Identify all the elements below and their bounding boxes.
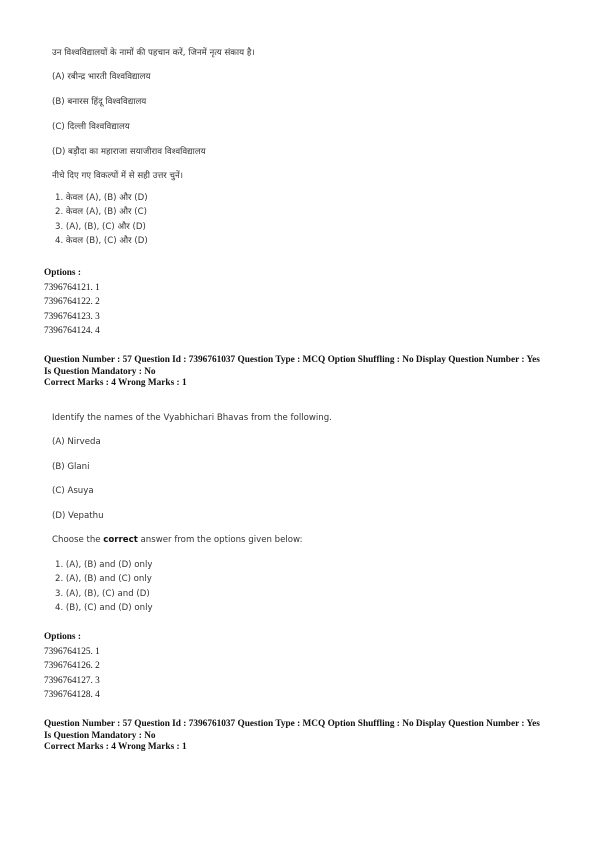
question-2-answer-list [55,558,153,616]
question-2-answer-4: 4. (B), (C) and (D) only [55,603,153,614]
question-1-answer-4: 4. केवल (B), (C) और (D) [55,236,148,247]
question-1-answer-2: 2. केवल (A), (B) और (C) [55,207,147,218]
options-1-item-1: 7396764121. 1 [44,282,100,293]
options-2-item-2: 7396764126. 2 [44,661,100,671]
question-1-stem: उन विश्वविद्यालयों के नामों की पहचान करें, जिनमें नृत्य संकाय है। [52,48,255,58]
question-2-instruction-bold: correct [103,535,138,545]
question-2-instruction-post: answer from the options given below: [137,535,303,545]
question-1-answer-1: 1. केवल (A), (B) और (D) [55,193,148,203]
question-2-item-c: (C) Asuya [52,486,94,496]
question-meta-2 [44,719,564,754]
question-1-instruction: नीचे दिए गए विकल्पों में से सही उत्तर चुनें। [52,171,184,181]
question-meta-1-line2: Is Question Mandatory : No [44,366,156,377]
question-meta-2-line1: Question Number : 57 Question Id : 7396761037 Question Type : MCQ Option Shuffling : No Display Question Number : Yes [44,719,540,729]
question-2-stem: Identify the names of the Vyabhichari Bhavas from the following. [52,413,332,423]
options-1-item-3: 7396764123. 3 [44,311,100,322]
question-meta-1 [44,355,564,390]
question-2-answer-2: 2. (A), (B) and (C) only [55,574,152,585]
question-1-item-c: (C) दिल्ली विश्वविद्यालय [52,122,130,132]
question-2-item-a: (A) Nirveda [52,437,101,447]
options-2-item-1: 7396764125. 1 [44,646,100,657]
options-1-heading: Options : [44,268,81,278]
question-meta-1-line1: Question Number : 57 Question Id : 7396761037 Question Type : MCQ Option Shuffling : No Display Question Number : Yes [44,355,540,365]
options-1-item-2: 7396764122. 2 [44,297,100,307]
options-2-item-3: 7396764127. 3 [44,675,100,686]
options-2-item-4: 7396764128. 4 [44,690,100,700]
question-2-instruction [52,535,303,545]
question-2-answer-1: 1. (A), (B) and (D) only [55,560,153,570]
question-2-item-b: (B) Glani [52,462,90,472]
question-1-answer-3: 3. (A), (B), (C) और (D) [55,221,146,232]
question-1-answer-list [55,191,148,249]
question-2-instruction-pre: Choose the [52,535,104,545]
question-2-answer-3: 3. (A), (B), (C) and (D) [55,588,150,599]
question-meta-1-line3: Correct Marks : 4 Wrong Marks : 1 [44,378,187,389]
question-1-item-b: (B) बनारस हिंदू विश्वविद्यालय [52,97,147,107]
options-2 [44,630,100,703]
question-1-item-d: (D) बड़ौदा का महाराजा सयाजीराव विश्वविद्यालय [52,147,206,157]
options-2-heading: Options : [44,632,81,642]
question-meta-2-line2: Is Question Mandatory : No [44,730,156,741]
question-2-item-d: (D) Vepathu [52,511,104,521]
question-1-item-a: (A) रबीन्द्र भारती विश्वविद्यालय [52,72,151,82]
options-1-item-4: 7396764124. 4 [44,326,100,336]
question-meta-2-line3: Correct Marks : 4 Wrong Marks : 1 [44,742,187,753]
options-1 [44,266,100,339]
